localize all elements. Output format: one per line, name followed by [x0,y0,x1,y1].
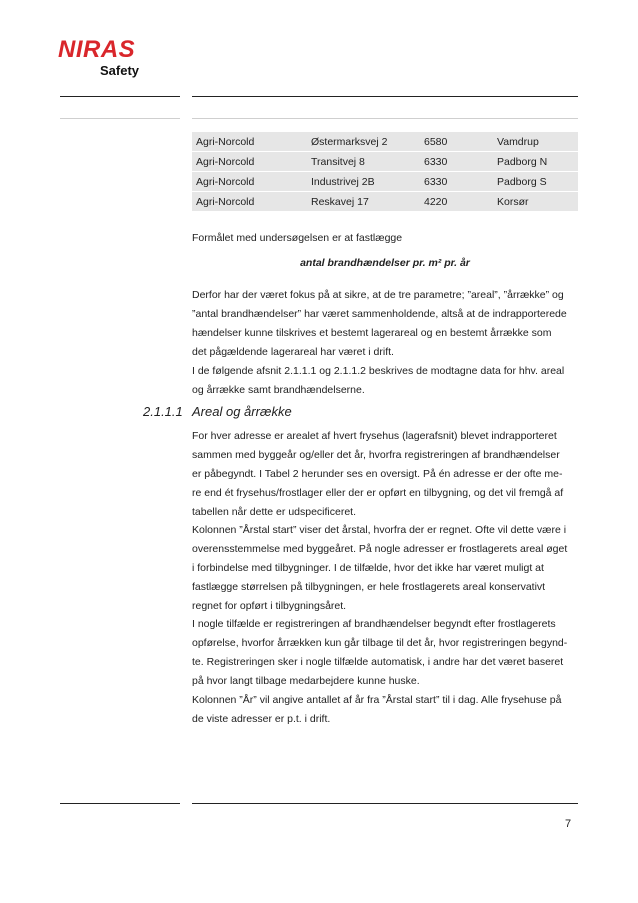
table-cell: Industrivej 2B [307,172,420,192]
table-row [192,132,578,152]
section-title: Areal og årrække [192,404,292,419]
section-paragraph-3 [192,615,588,691]
section-paragraph-1 [192,427,588,522]
table-cell: 6330 [420,172,493,192]
text-line: te. Registreringen sker i nogle tilfælde automatisk, i andre har det været baseret [192,656,564,668]
table-cell: 6580 [420,132,493,152]
text-line: er påbegyndt. I Tabel 2 herunder ses en oversigt. På én adresse er der ofte me- [192,468,563,480]
body-paragraph-2 [192,362,588,400]
text-line: tabellen når dette er udspecificeret. [192,506,357,518]
footer-rule-right [192,803,578,804]
intro-paragraph [192,229,588,248]
table-cell: Reskavej 17 [307,192,420,212]
text-line: sammen med byggeår og/eller det år, hvorfra registreringen af brandhændelser [192,449,560,461]
text-line: re end ét frysehus/frostlager eller der er opført en tilbygning, og det vil fremgå af [192,487,564,499]
text-line: regnet for opført i tilbygningsåret. [192,600,347,612]
text-line: For hver adresse er arealet af hvert frysehus (lagerafsnit) blevet indrapporteret [192,430,557,442]
table-cell: Agri-Norcold [192,152,307,172]
table-row [192,152,578,172]
logo-subtitle: Safety [100,63,140,78]
text-line: på hvor langt tilbage medarbejdere kunne huske. [192,675,420,687]
table-cell: Østermarksvej 2 [307,132,420,152]
header-subrule-left [60,118,180,119]
table-cell: Agri-Norcold [192,192,307,212]
section-paragraph-2 [192,521,588,616]
table-cell: Agri-Norcold [192,172,307,192]
text-line: Kolonnen ”År” vil angive antallet af år fra ”Årstal start” til i dag. Alle frysehuse på [192,694,562,706]
table-cell: 4220 [420,192,493,212]
header-subrule-right [192,118,578,119]
text-line: I nogle tilfælde er registreringen af brandhændelser begyndt efter frostlagerets [192,618,556,630]
header-rule-left [60,96,180,97]
table-cell: Vamdrup [493,132,578,152]
text-line: opførelse, hvorfor årrækken kun går tilbage til det år, hvor registreringen begynd- [192,637,568,649]
table-cell: Agri-Norcold [192,132,307,152]
table-cell: 6330 [420,152,493,172]
header-rule-right [192,96,578,97]
intro-text: Formålet med undersøgelsen er at fastlægge [192,232,403,244]
text-line: Kolonnen ”Årstal start” viser det årstal, hvorfra der er regnet. Ofte vil dette være i [192,524,567,536]
text-line: hændelser kunne tilskrives et bestemt lagerareal og en bestemt årrække som [192,327,552,339]
section-paragraph-4 [192,691,588,729]
text-line: i forbindelse med tilbygninger. I de tilfælde, hvor det ikke har været muligt at [192,562,544,574]
table-cell: Transitvej 8 [307,152,420,172]
text-line: det pågældende lagerareal har været i drift. [192,346,394,358]
address-table [192,132,578,212]
section-number: 2.1.1.1 [143,404,183,419]
table-row [192,192,578,212]
body-paragraph-1 [192,286,588,362]
text-line: Derfor har der været fokus på at sikre, at de tre parametre; ”areal”, ”årrække” og [192,289,564,301]
page-number: 7 [565,818,572,830]
text-line: overensstemmelse med byggeåret. På nogle adresser er frostlagerets areal øget [192,543,568,555]
emphasis-formula: antal brandhændelser pr. m² pr. år [300,257,470,269]
text-line: de viste adresser er p.t. i drift. [192,713,331,725]
table-cell: Korsør [493,192,578,212]
text-line: ”antal brandhændelser” har været sammenholdende, altså at de indrapporterede [192,308,567,320]
footer-rule-left [60,803,180,804]
niras-logo [58,36,148,82]
text-line: og årrække samt brandhændelserne. [192,384,365,396]
text-line: I de følgende afsnit 2.1.1.1 og 2.1.1.2 beskrives de modtagne data for hhv. areal [192,365,565,377]
table-cell: Padborg N [493,152,578,172]
table-cell: Padborg S [493,172,578,192]
table-row [192,172,578,192]
logo-wordmark: NIRAS [58,36,136,63]
text-line: fastlægge størrelsen på tilbygningen, er hele frostlagerets areal konservativt [192,581,546,593]
